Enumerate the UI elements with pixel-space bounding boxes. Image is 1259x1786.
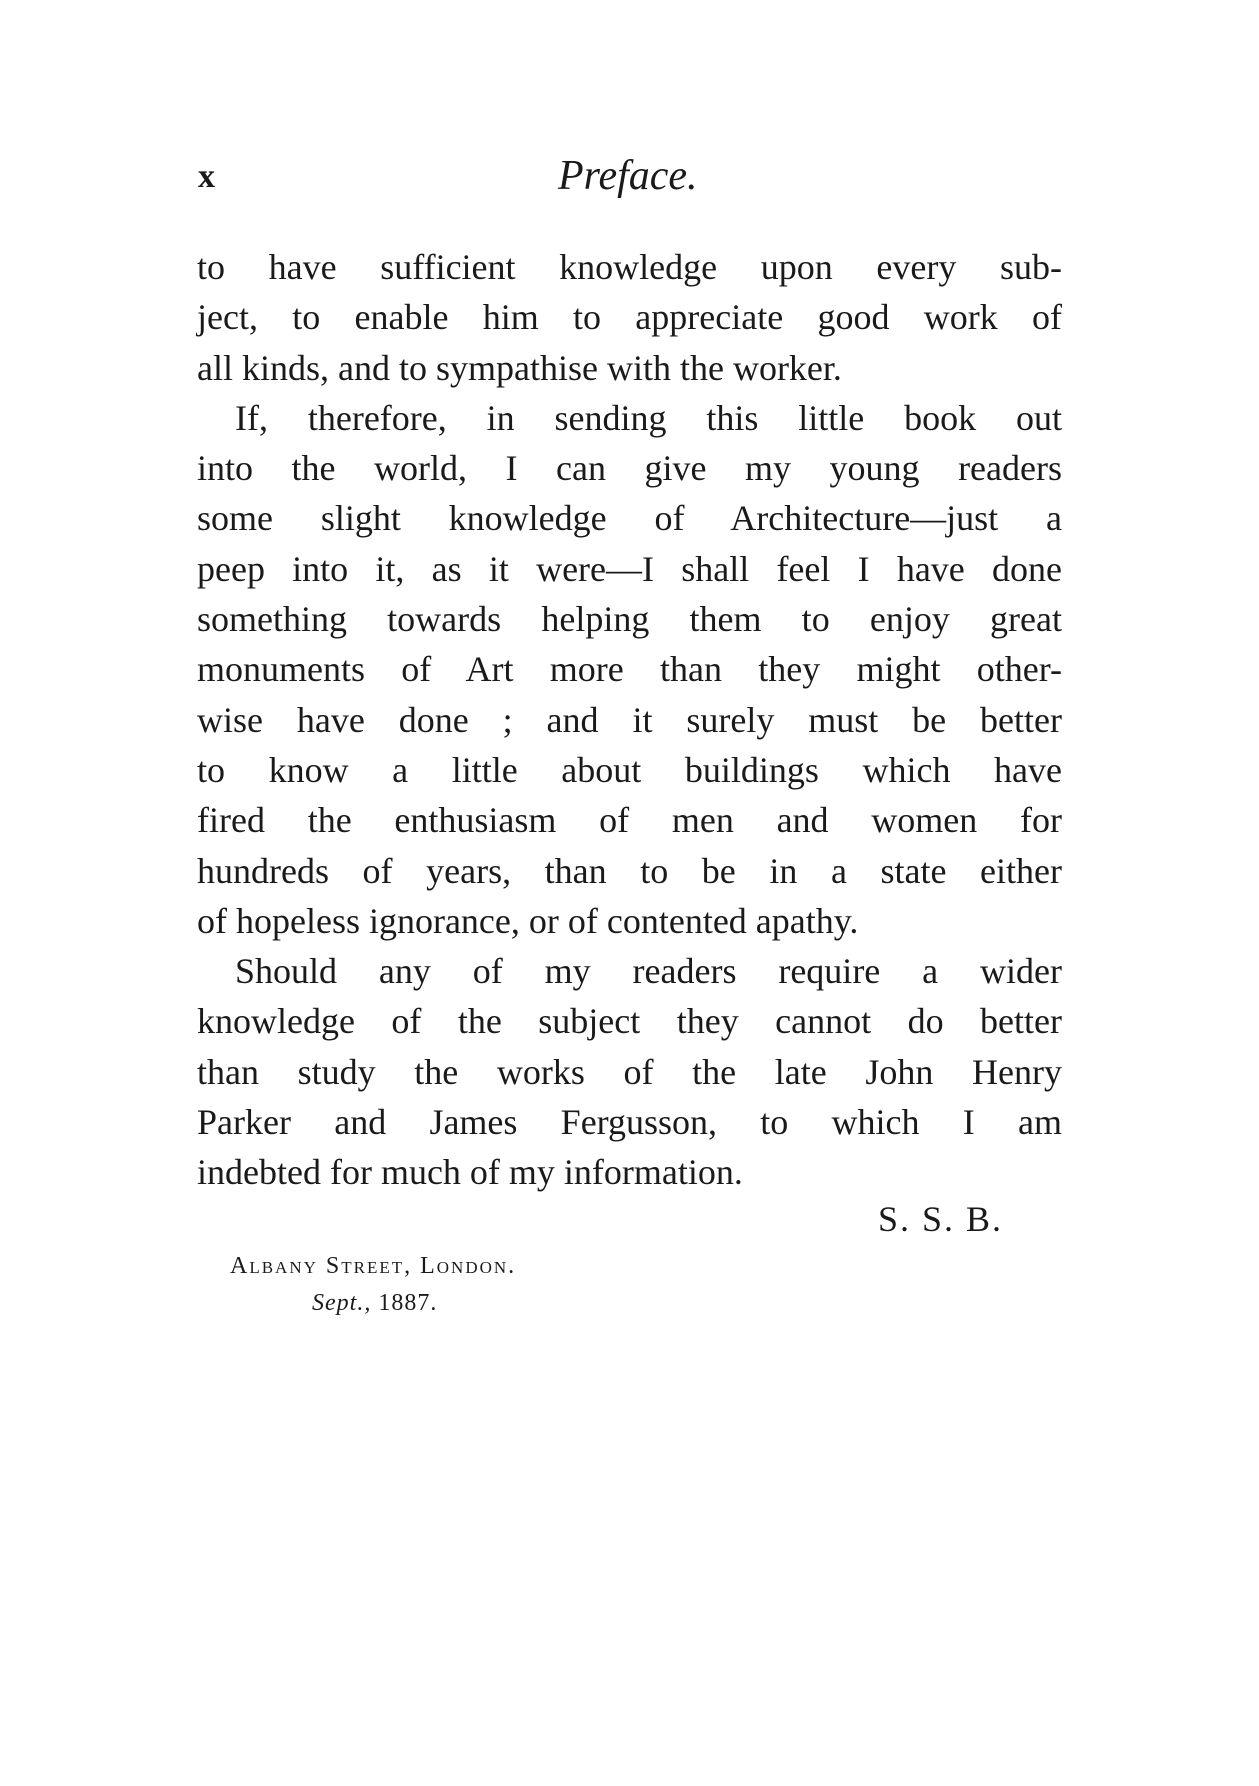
running-title: Preface. bbox=[558, 153, 698, 199]
text-line: ject, to enable him to appreciate good work of bbox=[197, 297, 1062, 338]
text-line: than study the works of the late John Henry bbox=[197, 1051, 1062, 1092]
text-line: to know a little about buildings which have bbox=[197, 749, 1062, 790]
date-month: Sept., bbox=[312, 1290, 372, 1316]
text-line: some slight knowledge of Architecture—just a bbox=[197, 498, 1062, 539]
text-line: Should any of my readers require a wider bbox=[235, 951, 1062, 992]
text-line: If, therefore, in sending this little book out bbox=[235, 397, 1062, 438]
date-line bbox=[312, 1290, 437, 1317]
text-line: peep into it, as it were—I shall feel I have done bbox=[197, 548, 1062, 589]
text-line: hundreds of years, than to be in a state either bbox=[197, 850, 1062, 891]
text-line: knowledge of the subject they cannot do better bbox=[197, 1001, 1062, 1042]
running-head bbox=[198, 153, 1058, 208]
text-line: indebted for much of my information. bbox=[197, 1152, 743, 1193]
text-line: Parker and James Fergusson, to which I am bbox=[197, 1102, 1062, 1143]
text-line: something towards helping them to enjoy great bbox=[197, 599, 1062, 640]
text-line: fired the enthusiasm of men and women for bbox=[197, 800, 1062, 841]
author-initials: S. S. B. bbox=[878, 1199, 1004, 1239]
text-line: monuments of Art more than they might other- bbox=[197, 649, 1062, 690]
preface-body bbox=[197, 242, 1062, 1198]
text-line: to have sufficient knowledge upon every sub- bbox=[197, 247, 1062, 287]
text-line: into the world, I can give my young readers bbox=[197, 448, 1062, 489]
date-year: 1887. bbox=[378, 1290, 438, 1316]
text-line: of hopeless ignorance, or of contented apathy. bbox=[197, 900, 859, 941]
text-line: wise have done ; and it surely must be better bbox=[197, 699, 1062, 740]
page-number: x bbox=[198, 158, 216, 195]
place-line: Albany Street, London. bbox=[230, 1253, 517, 1279]
text-line: all kinds, and to sympathise with the worker. bbox=[197, 347, 842, 388]
